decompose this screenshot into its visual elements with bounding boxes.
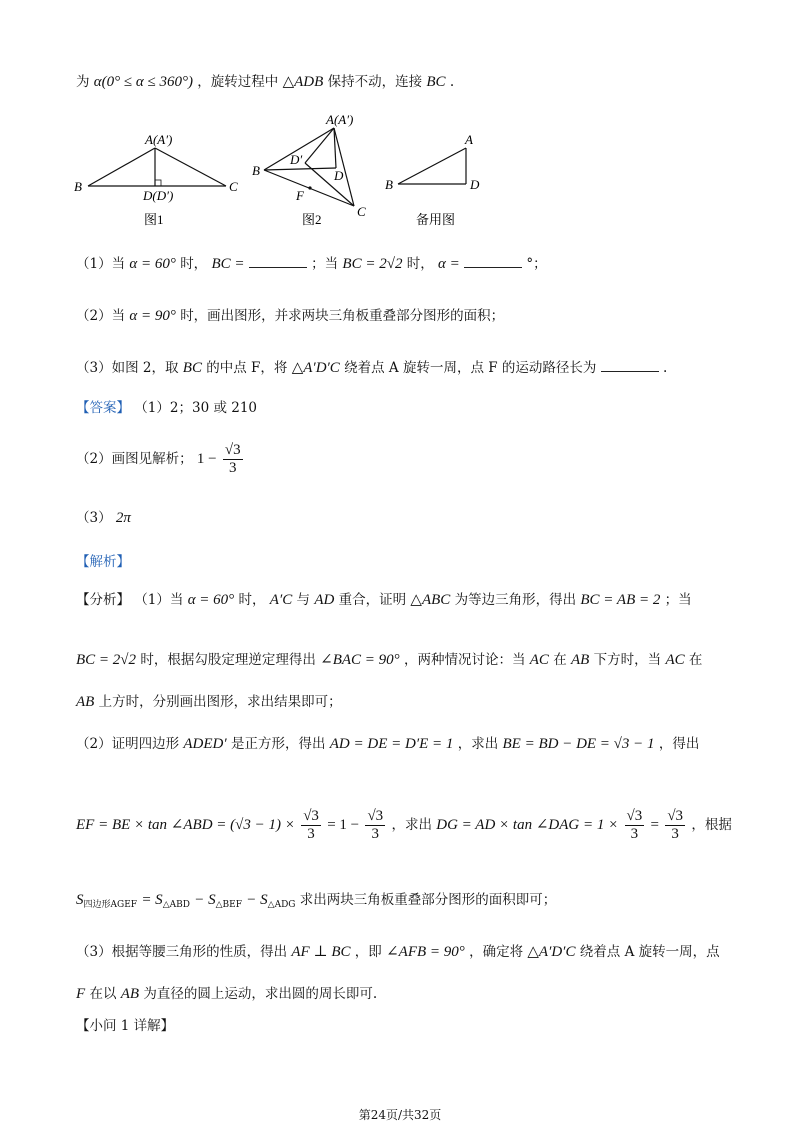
fig1-caption: 图1: [144, 212, 164, 227]
answer-line-1: 【答案】 （1）2；30 或 210: [76, 400, 258, 416]
fig2-label-c: C: [357, 204, 366, 219]
answer-line-2: （2）画图见解析； 1 − $\frac{√3}{3}$: [76, 442, 241, 476]
answer-blank: [601, 359, 659, 372]
answer-blank: [249, 255, 307, 268]
analysis-line-2: BC = 2√2 时，根据勾股定理逆定理得出 ∠BAC = 90° ，两种情况讨论：当 AC 在 AB 下方时，当 AC 在: [76, 652, 703, 668]
fig3-label-b: B: [385, 177, 393, 192]
fraction: $\frac{√3}{3}$: [626, 808, 643, 842]
question-3: （3）如图 2，取 BC 的中点 F，将 △A′D′C 绕着点 A 旋转一周，点 F 的运动路径长为 .: [76, 360, 668, 376]
answer-line-3: （3） 2π: [76, 510, 131, 526]
figures: [0, 108, 800, 248]
fig2-label-a: A(A′): [326, 112, 354, 127]
fig2-label-f: F: [296, 188, 304, 203]
page-footer: 第24页/共32页: [358, 1108, 442, 1122]
analysis-line-4: （2）证明四边形 ADED′ 是正方形，得出 AD = DE = D′E = 1 ，求出 BE = BD − DE = √3 − 1 ，得出: [76, 736, 700, 752]
fig2-label-dp: D′: [290, 152, 303, 167]
fig2-label-b: B: [252, 163, 260, 178]
analysis-line-7: （3）根据等腰三角形的性质，得出 AF ⊥ BC ，即 ∠AFB = 90° ，确定将 △A′D′C 绕着点 A 旋转一周，点: [76, 944, 720, 960]
question-1: （1）当 α = 60° 时， BC = ；当 BC = 2√2 时， α = °；: [76, 256, 547, 272]
fig1-label-b: B: [74, 179, 82, 194]
intro-line: 为 α(0° ≤ α ≤ 360°) ，旋转过程中 △ADB 保持不动，连接 BC .: [76, 74, 455, 90]
question-2: （2）当 α = 90° 时，画出图形，并求两块三角板重叠部分图形的面积；: [76, 308, 505, 324]
subquestion-1-heading: 【小问 1 详解】: [76, 1018, 175, 1034]
figure-1: [88, 148, 226, 186]
fraction: $\frac{√3}{3}$: [303, 808, 319, 842]
analysis-line-3: AB 上方时，分别画出图形，求出结果即可；: [76, 694, 342, 710]
analysis-line-8: F 在以 AB 为直径的圆上运动，求出圆的周长即可.: [76, 986, 378, 1002]
fig2-caption: 图2: [302, 212, 322, 227]
fraction: $\frac{√3}{3}$: [224, 442, 241, 476]
intro-condition: α(0° ≤ α ≤ 360°): [93, 74, 193, 90]
analysis-line-6: $S_{四边形AGEF} = S_{\triangle ABD} - S_{\triangle BEF} - S_{\triangle ADG}$ 求出两块三角板重叠部分图形的面积即可；: [76, 892, 557, 910]
figure-2: [264, 128, 354, 206]
analysis-line-5: EF = BE × tan ∠ABD = (√3 − 1) × $\frac{√3}{3}$ = 1 − $\frac{√3}{3}$ ，求出 DG = AD × tan ∠DAG = 1 × $\frac{√3}{3}$ = $\frac{√3}{3}$ ，根据: [76, 808, 732, 842]
fig3-label-a: A: [465, 132, 473, 147]
fig1-label-d: D(D′): [143, 188, 174, 203]
fraction: $\frac{√3}{3}$: [367, 808, 384, 842]
fig1-label-a: A(A′): [145, 132, 173, 147]
fig1-label-c: C: [229, 179, 238, 194]
analysis-tag: 【解析】: [76, 554, 130, 570]
fraction: $\frac{√3}{3}$: [667, 808, 684, 842]
answer-tag: 【答案】: [76, 400, 130, 416]
fig3-label-d: D: [470, 177, 480, 192]
figure-3: [398, 148, 466, 184]
analysis-line-1: 【分析】 （1）当 α = 60° 时， A′C 与 AD 重合，证明 △ABC 为等边三角形，得出 BC = AB = 2 ；当: [76, 592, 692, 608]
fig2-label-d: D: [334, 168, 344, 183]
fig3-caption: 备用图: [416, 212, 456, 227]
answer-blank: [464, 255, 522, 268]
